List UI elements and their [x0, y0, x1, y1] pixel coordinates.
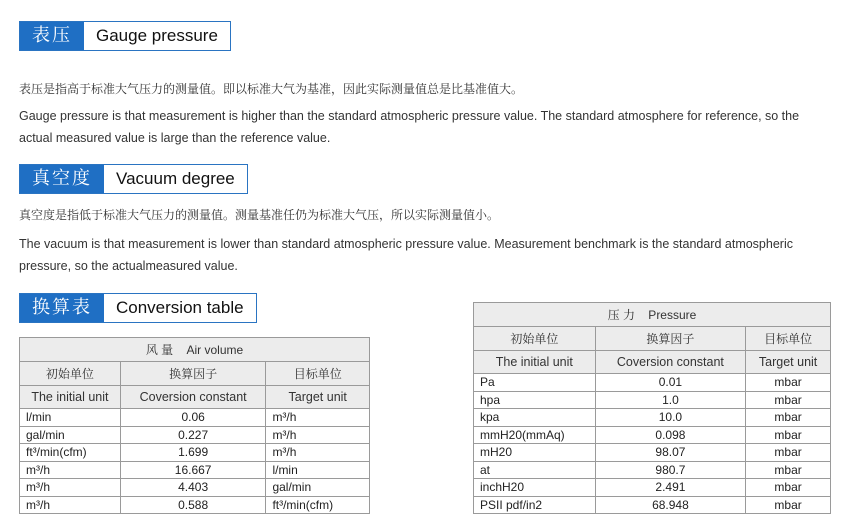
table-row: [474, 374, 831, 392]
pressure-conversion-constant: 0.098: [595, 426, 746, 444]
gauge-pressure-desc-cn: 表压是指高于标准大气压力的测量值。即以标准大气为基准，因此实际测量值总是比基准值大。: [19, 82, 524, 96]
pressure-header-factor-cn: 换算因子: [595, 327, 746, 351]
air-target-unit: gal/min: [266, 479, 370, 497]
table-row: [20, 409, 370, 427]
air-conversion-constant: 16.667: [120, 461, 266, 479]
pressure-header-factor-en: Coversion constant: [595, 351, 746, 374]
pressure-target-unit: mbar: [746, 391, 831, 409]
conversion-tag-en: Conversion table: [116, 298, 244, 317]
conversion-table-heading: [19, 293, 257, 323]
pressure-target-unit: mbar: [746, 461, 831, 479]
pressure-conversion-constant: 2.491: [595, 479, 746, 497]
pressure-target-unit: mbar: [746, 426, 831, 444]
table-row: [20, 496, 370, 514]
air-header-target-cn: 目标单位: [266, 362, 370, 386]
air-header-target-en: Target unit: [266, 386, 370, 409]
air-initial-unit: m³/h: [20, 479, 121, 497]
pressure-target-unit: mbar: [746, 409, 831, 427]
pressure-table-title: 压 力 Pressure: [474, 303, 831, 327]
air-target-unit: m³/h: [266, 426, 370, 444]
air-target-unit: l/min: [266, 461, 370, 479]
conversion-tag-cn: 换算表: [20, 294, 104, 322]
vacuum-degree-desc-en: The vacuum is that measurement is lower than standard atmospheric pressure value. Measurement benchmark is the standard atmospheric pressure, so the actualmeasured value.: [19, 237, 793, 273]
table-row: [474, 479, 831, 497]
vacuum-degree-tag-cn: 真空度: [20, 165, 104, 193]
air-target-unit: m³/h: [266, 444, 370, 462]
gauge-pressure-heading: [19, 21, 231, 51]
pressure-target-unit: mbar: [746, 496, 831, 514]
table-row: [20, 426, 370, 444]
table-row: [20, 461, 370, 479]
pressure-conversion-constant: 10.0: [595, 409, 746, 427]
pressure-initial-unit: PSII pdf/in2: [474, 496, 596, 514]
table-row: [474, 391, 831, 409]
table-row: [20, 444, 370, 462]
pressure-header-target-en: Target unit: [746, 351, 831, 374]
air-initial-unit: ft³/min(cfm): [20, 444, 121, 462]
air-volume-table-title: 风 量 Air volume: [20, 338, 370, 362]
pressure-initial-unit: hpa: [474, 391, 596, 409]
air-conversion-constant: 0.588: [120, 496, 266, 514]
table-row: [474, 461, 831, 479]
air-initial-unit: m³/h: [20, 461, 121, 479]
pressure-initial-unit: inchH20: [474, 479, 596, 497]
vacuum-degree-heading: [19, 164, 248, 194]
air-target-unit: m³/h: [266, 409, 370, 427]
air-volume-table: [19, 337, 370, 514]
air-header-factor-cn: 换算因子: [120, 362, 266, 386]
pressure-target-unit: mbar: [746, 479, 831, 497]
air-target-unit: ft³/min(cfm): [266, 496, 370, 514]
pressure-conversion-constant: 980.7: [595, 461, 746, 479]
pressure-conversion-constant: 1.0: [595, 391, 746, 409]
table-row: [474, 444, 831, 462]
table-row: [474, 409, 831, 427]
pressure-initial-unit: kpa: [474, 409, 596, 427]
air-initial-unit: l/min: [20, 409, 121, 427]
pressure-table: [473, 302, 831, 514]
vacuum-degree-desc-cn: 真空度是指低于标准大气压力的测量值。测量基准任仍为标准大气压，所以实际测量值小。: [19, 208, 500, 222]
air-initial-unit: m³/h: [20, 496, 121, 514]
pressure-initial-unit: at: [474, 461, 596, 479]
air-conversion-constant: 4.403: [120, 479, 266, 497]
gauge-pressure-tag-en: Gauge pressure: [96, 26, 218, 45]
pressure-conversion-constant: 68.948: [595, 496, 746, 514]
air-conversion-constant: 1.699: [120, 444, 266, 462]
pressure-header-initial-cn: 初始单位: [474, 327, 596, 351]
air-header-initial-en: The initial unit: [20, 386, 121, 409]
pressure-target-unit: mbar: [746, 444, 831, 462]
pressure-conversion-constant: 98.07: [595, 444, 746, 462]
table-row: [474, 426, 831, 444]
vacuum-degree-tag-en: Vacuum degree: [116, 169, 235, 188]
air-header-initial-cn: 初始单位: [20, 362, 121, 386]
pressure-target-unit: mbar: [746, 374, 831, 392]
air-conversion-constant: 0.06: [120, 409, 266, 427]
gauge-pressure-tag-cn: 表压: [20, 22, 84, 50]
pressure-initial-unit: Pa: [474, 374, 596, 392]
table-row: [474, 496, 831, 514]
pressure-header-initial-en: The initial unit: [474, 351, 596, 374]
air-conversion-constant: 0.227: [120, 426, 266, 444]
pressure-initial-unit: mH20: [474, 444, 596, 462]
pressure-conversion-constant: 0.01: [595, 374, 746, 392]
air-initial-unit: gal/min: [20, 426, 121, 444]
gauge-pressure-desc-en: Gauge pressure is that measurement is higher than the standard atmospheric pressure value. The standard atmosphere for reference, so the actual measured value is large than the reference value.: [19, 109, 800, 145]
table-row: [20, 479, 370, 497]
air-header-factor-en: Coversion constant: [120, 386, 266, 409]
pressure-initial-unit: mmH20(mmAq): [474, 426, 596, 444]
pressure-header-target-cn: 目标单位: [746, 327, 831, 351]
